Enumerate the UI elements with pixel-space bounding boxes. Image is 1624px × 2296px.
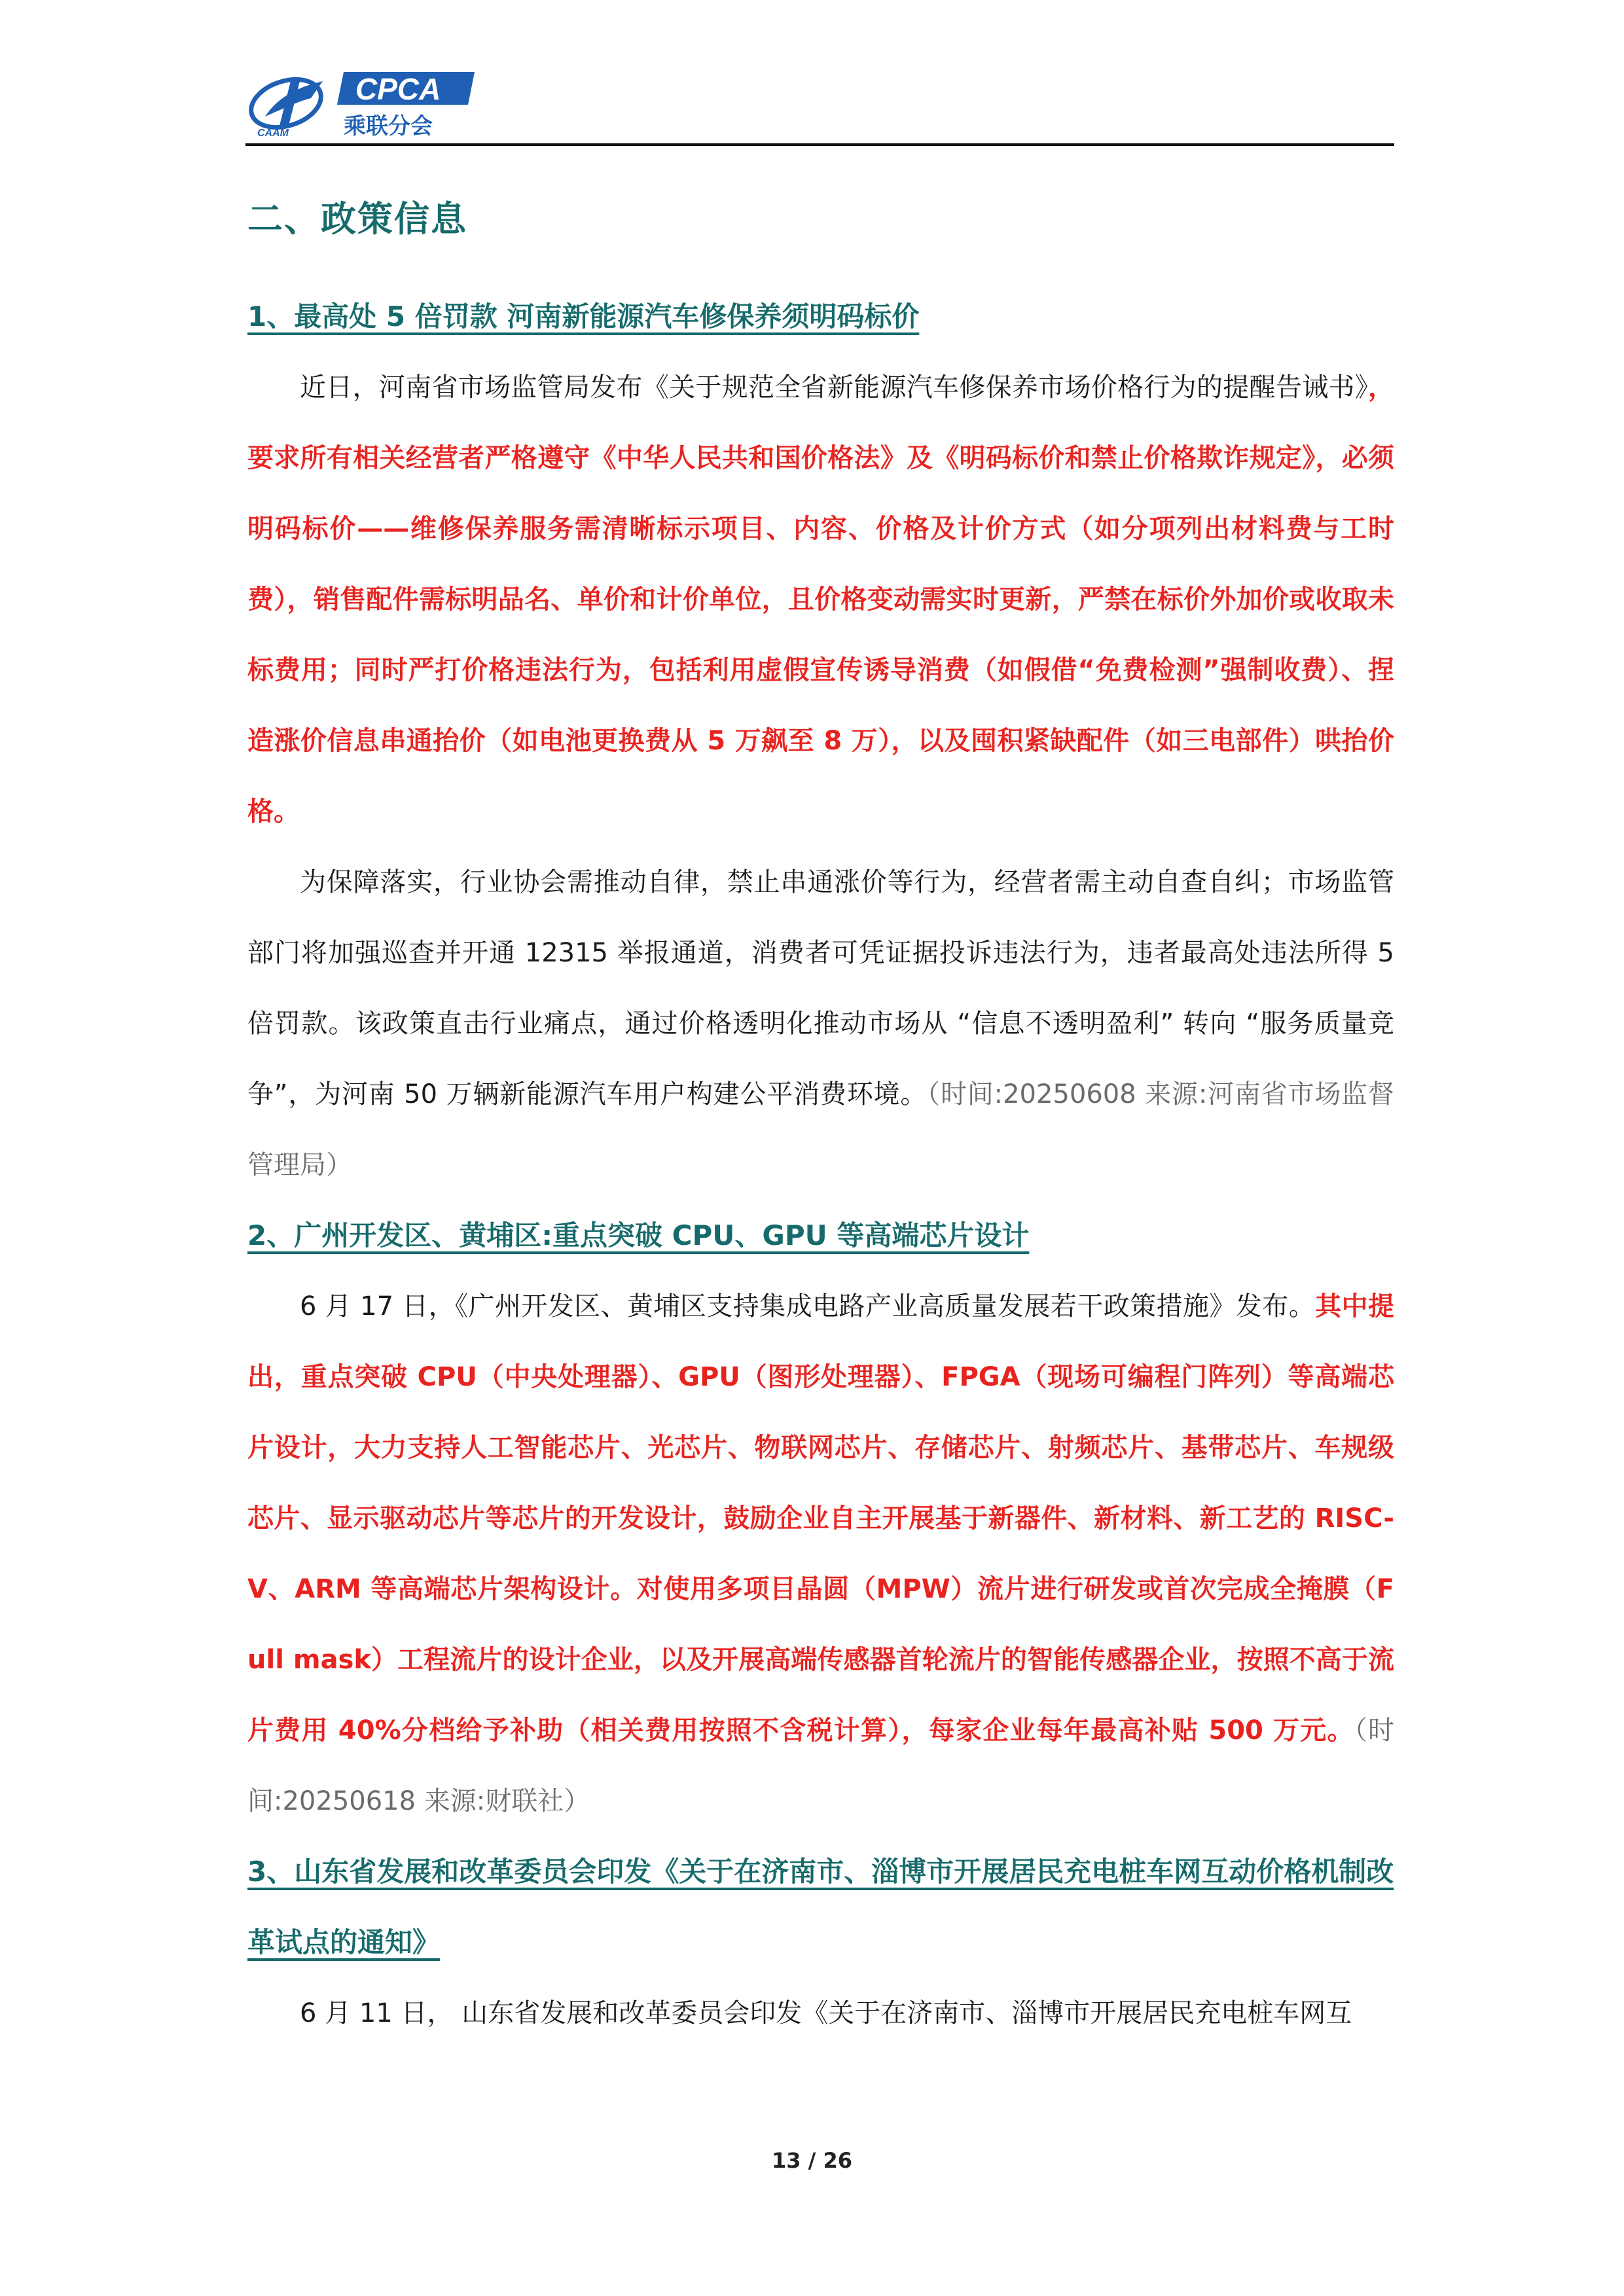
article-1 [247, 281, 1394, 1200]
article-title: 3、山东省发展和改革委员会印发《关于在济南市、淄博市开展居民充电桩车网互动价格机制改革试点的通知》 [247, 1856, 1394, 1958]
source-meta: （时间:20250608 来源:河南省市场监督管理局） [247, 1079, 1394, 1180]
page-number: 13 / 26 [771, 2148, 853, 2173]
article-paragraph [247, 1978, 1394, 2049]
logo-graphic [245, 65, 481, 141]
article-paragraph [247, 352, 1394, 847]
plain-text: 近日，河南省市场监管局发布《关于规范全省新能源汽车修保养市场价格行为的提醒告诫书》 [300, 372, 1368, 403]
article-title: 1、最高处 5 倍罚款 河南新能源汽车修保养须明码标价 [247, 300, 920, 332]
article-2 [247, 1200, 1394, 1837]
article-paragraph [247, 847, 1394, 1200]
plain-text: 为保障落实，行业协会需推动自律，禁止串通涨价等行为，经营者需主动自查自纠；市场监管部门将加强巡查并开通 12315 举报通道，消费者可凭证据投诉违法行为，违者最高处违法所得 5 倍罚款。该政策直击行业痛点，通过价格透明化推动市场从 “信息不透明盈利” 转向 “服务质量竞争”，为河南 50 万辆新能源汽车用户构建公平消费环境。 [247, 867, 1394, 1109]
plain-text: 6 月 11 日， 山东省发展和改革委员会印发《关于在济南市、淄博市开展居民充电桩车网互 [300, 1998, 1352, 2028]
article-title: 2、广州开发区、黄埔区:重点突破 CPU、GPU 等高端芯片设计 [247, 1219, 1030, 1251]
highlight-text: 其中提出，重点突破 CPU（中央处理器）、GPU（图形处理器）、FPGA（现场可编程门阵列）等高端芯片设计，大力支持人工智能芯片、光芯片、物联网芯片、存储芯片、射频芯片、基带芯片、车规级芯片、显示驱动芯片等芯片的开发设计，鼓励企业自主开展基于新器件、新材料、新工艺的 RISC-V、ARM 等高端芯片架构设计。对使用多项目晶圆（MPW）流片进行研发或首次完成全掩膜（Full mask）工程流片的设计企业，以及开展高端传感器首轮流片的智能传感器企业，按照不高于流片费用 40%分档给予补助（相关费用按照不含税计算），每家企业每年最高补贴 500 万元。 [247, 1291, 1394, 1746]
logo-sub-text: 乘联分会 [344, 113, 433, 139]
plain-text: 6 月 17 日，《广州开发区、黄埔区支持集成电路产业高质量发展若干政策措施》发布。 [300, 1291, 1316, 1321]
article-3 [247, 1837, 1394, 2049]
source-meta: （时间:20250618 来源:财联社） [247, 1715, 1395, 1816]
page-header [245, 65, 1394, 147]
header-divider [245, 143, 1394, 146]
main-content [247, 196, 1394, 2049]
article-paragraph [247, 1271, 1394, 1837]
logo-mark-text: CAAM [257, 128, 289, 139]
logo-main-text: CPCA [355, 72, 441, 106]
highlight-text: ，要求所有相关经营者严格遵守《中华人民共和国价格法》及《明码标价和禁止价格欺诈规定》，必须明码标价——维修保养服务需清晰标示项目、内容、价格及计价方式（如分项列出材料费与工时费），销售配件需标明品名、单价和计价单位，且价格变动需实时更新，严禁在标价外加价或收取未标费用；同时严打价格违法行为，包括利用虚假宣传诱导消费（如假借“免费检测”强制收费）、捏造涨价信息串通抬价（如电池更换费从 5 万飙至 8 万），以及囤积紧缺配件（如三电部件）哄抬价格。 [247, 372, 1394, 827]
section-title: 二、政策信息 [247, 198, 467, 240]
cpca-logo [245, 65, 481, 141]
